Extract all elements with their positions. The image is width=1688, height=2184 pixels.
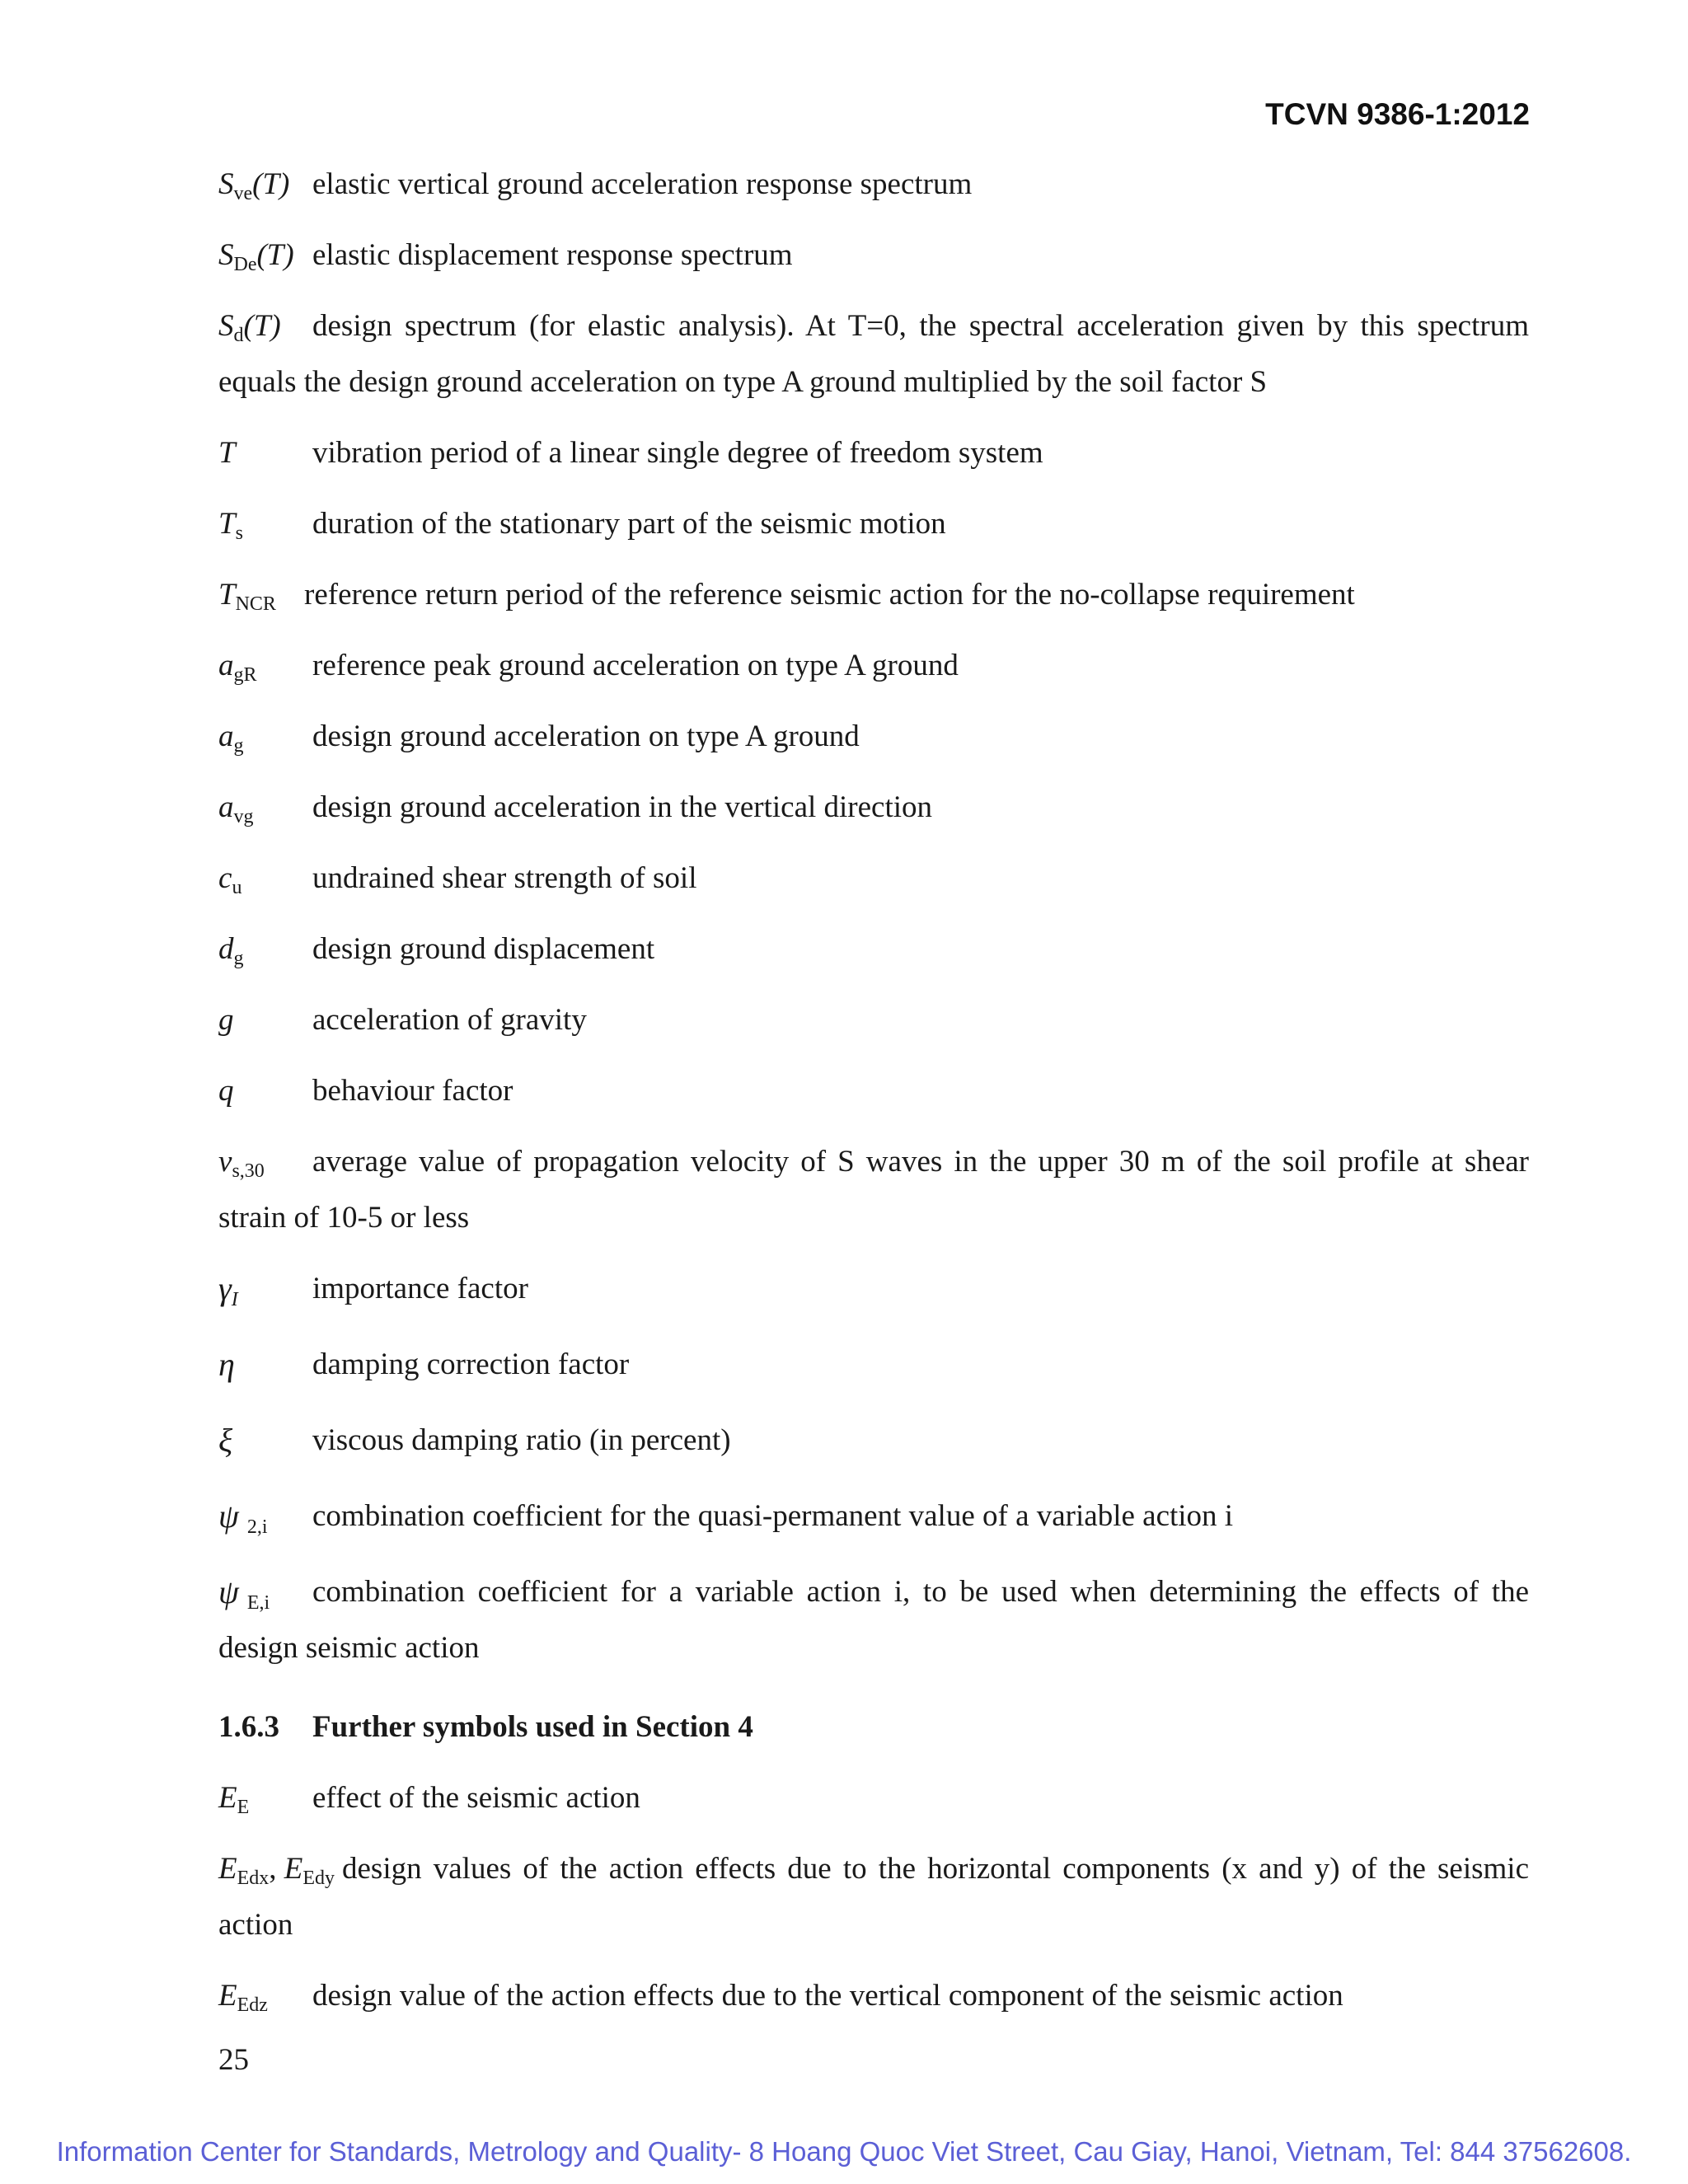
symbol: $a_g$ bbox=[218, 719, 244, 757]
symbol-description: design spectrum (for elastic analysis). At T=0, the spectral acceleration given by this spectrum equals the design ground acceleration on type A ground multiplied by the soil factor S bbox=[218, 309, 1529, 399]
symbol-entry-sde bbox=[218, 227, 1529, 298]
symbol: $v_{s,30}$ bbox=[218, 1145, 265, 1182]
symbol-description: duration of the stationary part of the seismic motion bbox=[312, 507, 946, 541]
symbol: $a_{vg}$ bbox=[218, 790, 254, 827]
symbol-description: design value of the action effects due to the vertical component of the seismic action bbox=[312, 1979, 1343, 2013]
symbol-description: average value of propagation velocity of S waves in the upper 30 m of the soil profile at shear strain of 10-5 or less bbox=[218, 1145, 1529, 1235]
symbol: T bbox=[218, 436, 236, 470]
symbol-entry-tncr bbox=[218, 567, 1529, 638]
page-number: 25 bbox=[218, 2043, 249, 2077]
section-title: Further symbols used in Section 4 bbox=[312, 1710, 753, 1744]
symbol-entry-g bbox=[218, 992, 1529, 1063]
symbol-entry-avg bbox=[218, 780, 1529, 851]
symbol-description: design values of the action effects due to the horizontal components (x and y) of the seismic action bbox=[218, 1852, 1529, 1942]
symbol-entry-q bbox=[218, 1063, 1529, 1134]
symbol-description: design ground displacement bbox=[312, 932, 655, 966]
symbol: ξ bbox=[218, 1422, 233, 1459]
symbol-description: acceleration of gravity bbox=[312, 1003, 587, 1037]
symbol: $T_s$ bbox=[218, 507, 243, 544]
symbol-entry-vs30 bbox=[218, 1134, 1529, 1261]
symbol-entry-eta bbox=[218, 1337, 1529, 1413]
symbol: $E_{Edx}$, $E_{Edy}$ bbox=[218, 1852, 335, 1889]
symbol: $\gamma_I$ bbox=[218, 1270, 238, 1310]
symbol: q bbox=[218, 1074, 234, 1108]
symbol-description: undrained shear strength of soil bbox=[312, 861, 697, 895]
symbol: $S_d(T)$ bbox=[218, 309, 281, 346]
section-number: 1.6.3 bbox=[218, 1710, 279, 1744]
symbol-description: effect of the seismic action bbox=[312, 1781, 640, 1815]
standard-code-header: TCVN 9386-1:2012 bbox=[1265, 97, 1530, 131]
symbol-description: damping correction factor bbox=[312, 1347, 630, 1381]
symbol-description: vibration period of a linear single degree of freedom system bbox=[312, 436, 1043, 470]
symbol-description: combination coefficient for a variable action i, to be used when determining the effects of the design seismic action bbox=[218, 1575, 1529, 1665]
symbol: $S_{ve}(T)$ bbox=[218, 167, 290, 204]
symbol: $E_{Edz}$ bbox=[218, 1979, 268, 2016]
symbol-entry-agr bbox=[218, 638, 1529, 709]
footer-contact: Information Center for Standards, Metrology and Quality- 8 Hoang Quoc Viet Street, Cau Giay, Hanoi, Vietnam, Tel: 844 37562608. bbox=[56, 2136, 1632, 2167]
symbol-entry-sd bbox=[218, 298, 1529, 425]
symbol: g bbox=[218, 1003, 234, 1037]
section-heading bbox=[218, 1699, 1529, 1770]
symbol: ψ $_{E,i}$ bbox=[218, 1573, 270, 1614]
symbol-description: importance factor bbox=[312, 1272, 528, 1305]
symbol: $c_u$ bbox=[218, 861, 242, 898]
symbol-description: elastic displacement response spectrum bbox=[312, 238, 793, 272]
symbol-entry-xi bbox=[218, 1413, 1529, 1488]
symbol-description: combination coefficient for the quasi-permanent value of a variable action i bbox=[312, 1499, 1234, 1533]
symbol-entry-gamma-i bbox=[218, 1261, 1529, 1337]
symbol-description: reference peak ground acceleration on type A ground bbox=[312, 649, 959, 682]
symbol-entry-cu bbox=[218, 851, 1529, 921]
symbol-entry-ag bbox=[218, 709, 1529, 780]
symbol: $d_g$ bbox=[218, 932, 244, 969]
symbol-entry-ts bbox=[218, 496, 1529, 567]
symbol: η bbox=[218, 1346, 235, 1383]
symbol-description: viscous damping ratio (in percent) bbox=[312, 1423, 731, 1457]
symbol-description: behaviour factor bbox=[312, 1074, 513, 1108]
symbol: ψ $_{2,i}$ bbox=[218, 1497, 268, 1538]
symbol-list bbox=[218, 157, 1529, 2039]
symbol-description: design ground acceleration in the vertical direction bbox=[312, 790, 933, 824]
symbol-description: design ground acceleration on type A ground bbox=[312, 719, 860, 753]
symbol-entry-psi-2i bbox=[218, 1488, 1529, 1564]
symbol-entry-eedx-eedy bbox=[218, 1841, 1529, 1968]
symbol-entry-eedz bbox=[218, 1968, 1529, 2039]
symbol-entry-sve bbox=[218, 157, 1529, 227]
symbol-description: reference return period of the reference seismic action for the no-collapse requirement bbox=[304, 578, 1355, 612]
symbol-description: elastic vertical ground acceleration response spectrum bbox=[312, 167, 973, 201]
symbol: $S_{De}(T)$ bbox=[218, 238, 294, 275]
symbol-entry-psi-ei bbox=[218, 1564, 1529, 1699]
symbol-entry-dg bbox=[218, 921, 1529, 992]
symbol: $E_E$ bbox=[218, 1781, 250, 1818]
symbol-entry-t bbox=[218, 425, 1529, 496]
symbol: $T_{NCR}$ bbox=[218, 578, 276, 615]
symbol-entry-ee bbox=[218, 1770, 1529, 1841]
symbol: $a_{gR}$ bbox=[218, 649, 257, 686]
